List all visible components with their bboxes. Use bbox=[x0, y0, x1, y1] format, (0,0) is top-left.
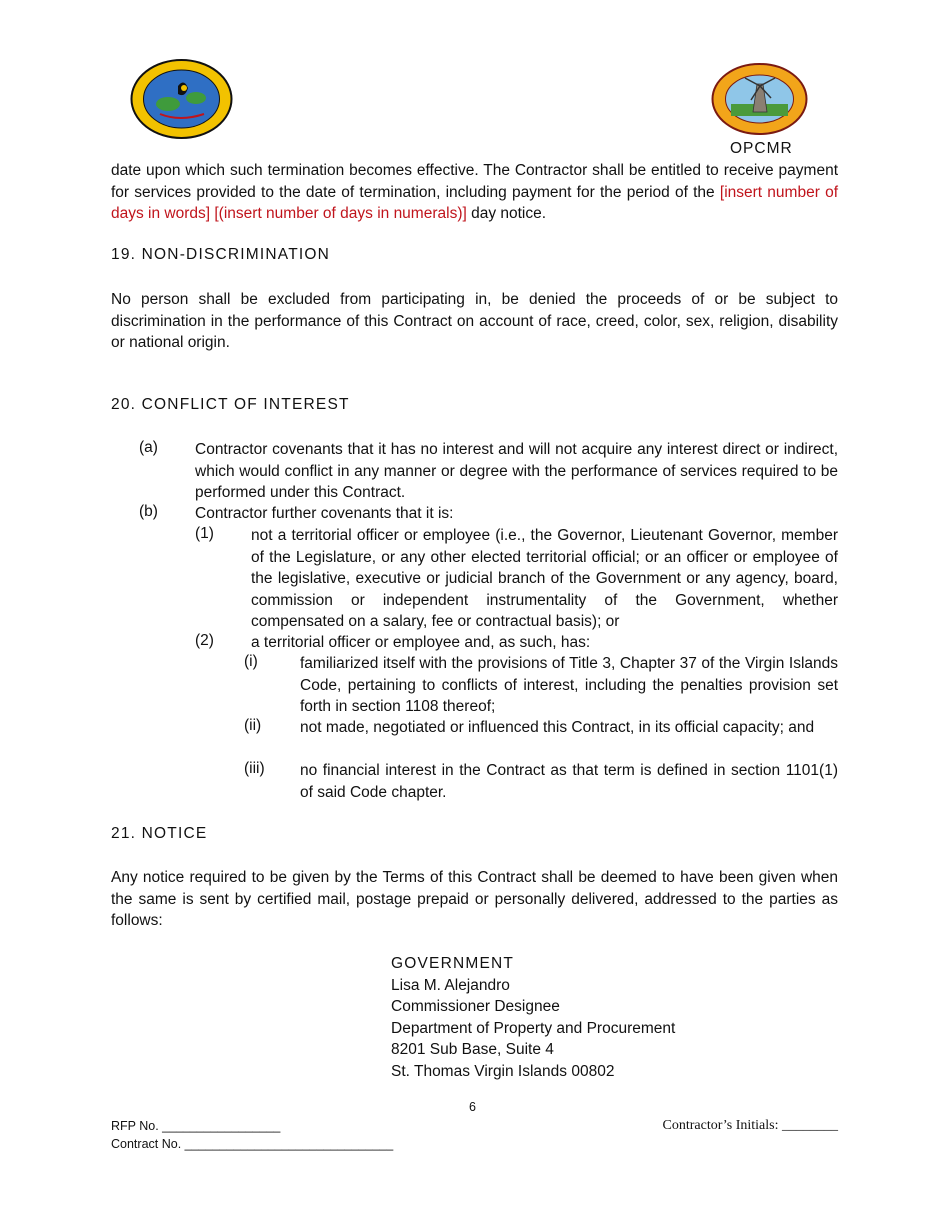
clause-iii-text: no financial interest in the Contract as that term is defined in section 1101(1) of said Code chapter. bbox=[300, 762, 838, 801]
days-placeholder: [insert number of days in words] [(insert number of days in numerals)] bbox=[111, 183, 838, 222]
clause-iii-label: (iii) bbox=[244, 760, 265, 777]
termination-text-end: day notice. bbox=[466, 205, 547, 222]
clause-b-label: (b) bbox=[139, 503, 158, 520]
contractor-initials-field: Contractor’s Initials: ________ bbox=[662, 1118, 838, 1133]
clause-b2-label: (2) bbox=[195, 632, 214, 649]
clause-i-label: (i) bbox=[244, 653, 258, 670]
virgin-islands-seal-logo bbox=[130, 58, 233, 140]
clause-b-text: Contractor further covenants that it is: bbox=[195, 505, 454, 522]
clause-i-text: familiarized itself with the provisions of Title 3, Chapter 37 of the Virgin Islands Code, pertaining to conflicts of interest, including the penalties provision set forth in section 1108 thereof; bbox=[300, 655, 838, 715]
property-procurement-seal-logo bbox=[711, 62, 808, 136]
clause-b1-text: not a territorial officer or employee (i.e., the Governor, Lieutenant Governor, member of the Legislature, or any other elected territorial official; or an officer or employee of the legislative, executive or judicial branch of the Government or any agency, board, commission or independent instrumentality of the Government, whether compensated on a salary, fee or contractual basis); or bbox=[251, 527, 838, 630]
termination-paragraph bbox=[111, 160, 838, 225]
clause-a-label: (a) bbox=[139, 439, 158, 456]
clause-a-text: Contractor covenants that it has no interest and will not acquire any interest direct or indirect, which would conflict in any manner or degree with the performance of services required to be performed under this Contract. bbox=[195, 441, 838, 501]
clause-ii-label: (ii) bbox=[244, 717, 262, 734]
address-street: 8201 Sub Base, Suite 4 bbox=[391, 1041, 554, 1058]
clause-b1-label: (1) bbox=[195, 525, 214, 542]
clause-b2-text: a territorial officer or employee and, as such, has: bbox=[251, 634, 591, 651]
section-20-heading: 20. CONFLICT OF INTEREST bbox=[111, 396, 350, 413]
section-21-body: Any notice required to be given by the Terms of this Contract shall be deemed to have been given when the same is sent by certified mail, postage prepaid or personally delivered, addressed to the parties as follows: bbox=[111, 869, 838, 929]
notice-address-block bbox=[391, 953, 675, 1082]
address-city: St. Thomas Virgin Islands 00802 bbox=[391, 1062, 615, 1080]
section-19-heading: 19. NON-DISCRIMINATION bbox=[111, 246, 331, 263]
rfp-number-field: RFP No. _________________ bbox=[111, 1119, 281, 1133]
page-number: 6 bbox=[469, 1100, 476, 1114]
section-19-body: No person shall be excluded from participating in, be denied the proceeds of or be subject to discrimination in the performance of this Contract on account of race, creed, color, sex, religion, disability or national origin. bbox=[111, 291, 838, 351]
address-title: GOVERNMENT bbox=[391, 955, 515, 972]
address-department: Department of Property and Procurement bbox=[391, 1019, 676, 1037]
opcmr-label: OPCMR bbox=[730, 140, 793, 157]
section-21-heading: 21. NOTICE bbox=[111, 825, 208, 842]
address-role: Commissioner Designee bbox=[391, 998, 560, 1015]
contract-number-field: Contract No. ______________________________ bbox=[111, 1137, 394, 1151]
address-name: Lisa M. Alejandro bbox=[391, 976, 510, 994]
termination-text: date upon which such termination becomes effective. The Contractor shall be entitled to receive payment for services provided to the date of termination, including payment for the period of the bbox=[111, 162, 838, 201]
clause-ii-text: not made, negotiated or influenced this Contract, in its official capacity; and bbox=[300, 719, 815, 736]
